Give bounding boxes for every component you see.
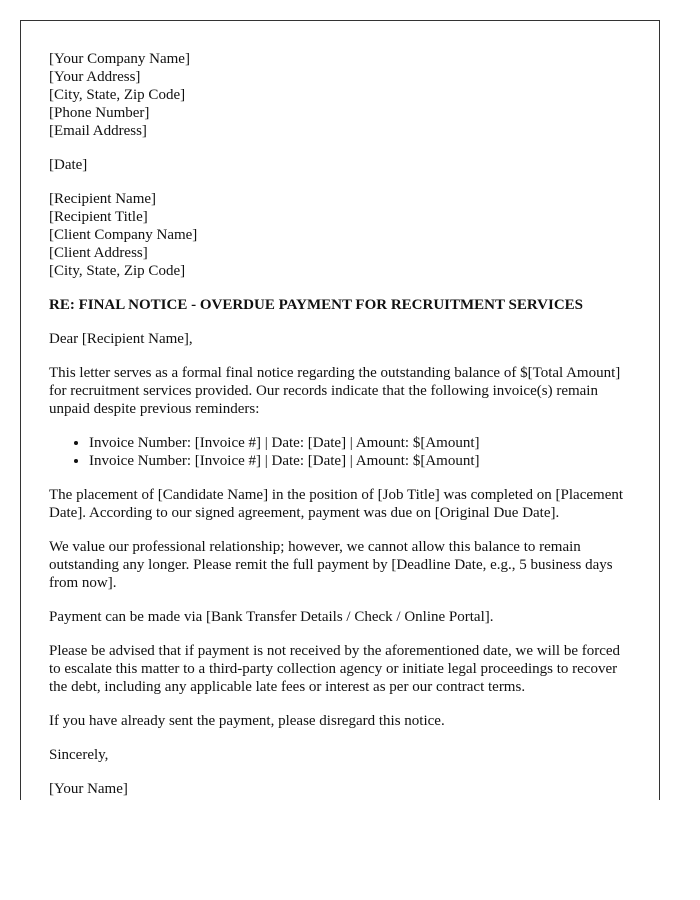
recipient-title: [Recipient Title] [49,209,148,225]
intro-paragraph: This letter serves as a formal final notice regarding the outstanding balance of $[Total Amount] for recruitment services provided. Our records indicate that the following invoice(s) remain unpaid despite previous reminders: [49,365,621,417]
list-item: • Invoice Number: [Invoice #] | Date: [Date] | Amount: $[Amount] [89,434,631,452]
recipient-company: [Client Company Name] [49,227,198,243]
disregard-paragraph: If you have already sent the payment, please disregard this notice. [49,713,445,729]
recipient-block [49,190,631,280]
salutation: Dear [Recipient Name], [49,331,193,347]
recipient-address: [Client Address] [49,245,148,261]
recipient-city-state-zip: [City, State, Zip Code] [49,263,186,279]
payment-method-paragraph: Payment can be made via [Bank Transfer Details / Check / Online Portal]. [49,609,494,625]
escalation-paragraph: Please be advised that if payment is not received by the aforementioned date, we will be forced to escalate this matter to a third-party collection agency or initiate legal proceedings to recover the debt, including any applicable late fees or interest as per our contract terms. [49,643,621,695]
relationship-paragraph: We value our professional relationship; however, we cannot allow this balance to remain outstanding any longer. Please remit the full payment by [Deadline Date, e.g., 5 business days from now]. [49,539,613,591]
letter-date [49,156,631,174]
sender-city-state-zip: [City, State, Zip Code] [49,87,186,103]
sender-email: [Email Address] [49,123,147,139]
date-text: [Date] [49,157,88,173]
list-item: • Invoice Number: [Invoice #] | Date: [Date] | Amount: $[Amount] [89,452,631,470]
invoice-list [49,434,631,470]
sender-block [49,50,631,140]
letter-page [20,20,660,800]
recipient-name: [Recipient Name] [49,191,157,207]
subject-line: RE: FINAL NOTICE - OVERDUE PAYMENT FOR RECRUITMENT SERVICES [49,297,583,313]
sender-address: [Your Address] [49,69,141,85]
placement-paragraph: The placement of [Candidate Name] in the position of [Job Title] was completed on [Placement Date]. According to our signed agreement, payment was due on [Original Due Date]. [49,487,624,521]
closing: Sincerely, [49,747,109,763]
sender-company: [Your Company Name] [49,51,190,67]
signature-name: [Your Name] [49,781,128,797]
sender-phone: [Phone Number] [49,105,150,121]
